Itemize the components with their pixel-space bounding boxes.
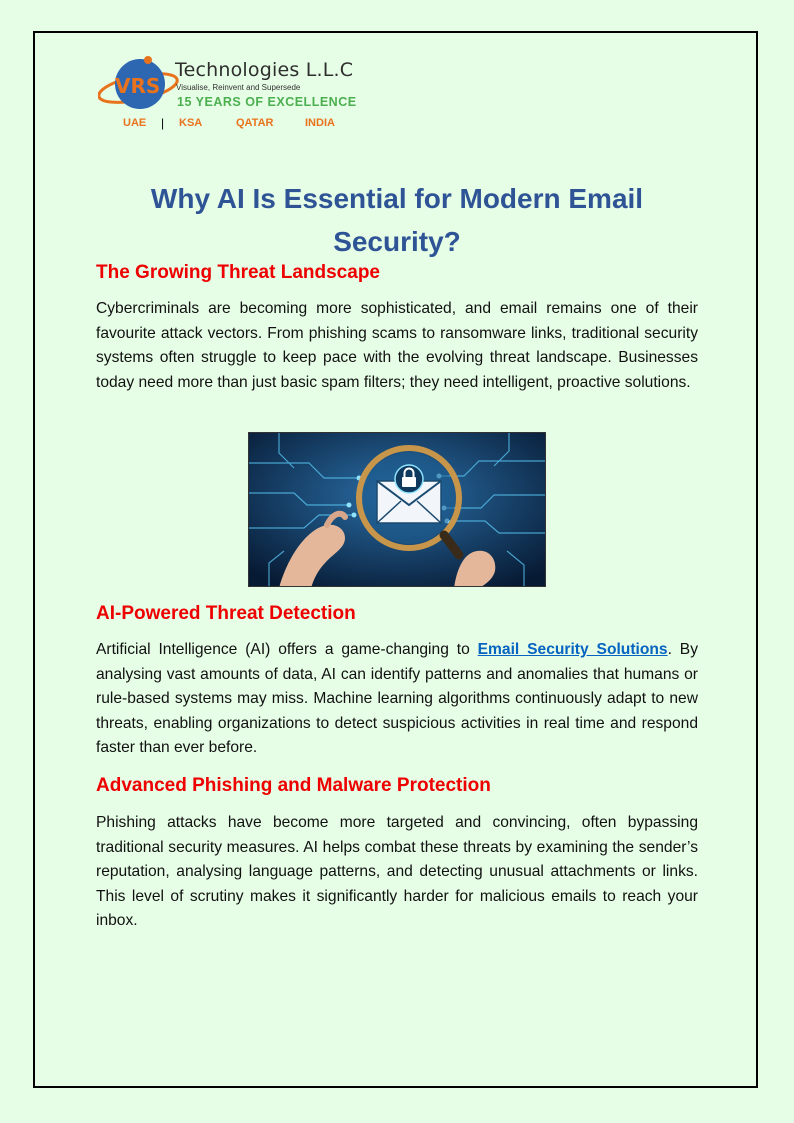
- years-badge: 15 YEARS OF EXCELLENCE: [177, 95, 357, 109]
- logo-mark: VRS: [115, 74, 161, 98]
- ai-detection-text-end: . By analysing vast amounts of data, AI can identify patterns and anomalies that humans or rule-based systems may miss. Machine learning algorithms continuously adapt to new threats, enabling organizations to detect suspicious activities in real time and respond faster than ever before.: [96, 641, 698, 757]
- location-ksa: KSA: [179, 117, 203, 129]
- location-separator: |: [161, 116, 165, 130]
- section-heading-ai-detection: AI-Powered Threat Detection: [96, 603, 356, 624]
- company-tagline: Visualise, Reinvent and Supersede: [176, 83, 301, 92]
- ai-detection-text-start: Artificial Intelligence (AI) offers a game-changing to: [96, 641, 478, 658]
- section-text-threat-landscape: Cybercriminals are becoming more sophisticated, and email remains one of their favourite attack vectors. From phishing scams to ransomware links, traditional security systems often struggle to keep pace with the evolving threat landscape. Businesses today need more than just basic spam filters; they need intelligent, proactive solutions.: [96, 300, 698, 391]
- page-title: Why AI Is Essential for Modern Email Security?: [150, 183, 644, 257]
- location-india: INDIA: [305, 117, 335, 129]
- location-qatar: QATAR: [236, 117, 274, 129]
- location-uae: UAE: [123, 117, 147, 129]
- section-text-ai-detection: [96, 638, 698, 761]
- section-heading-phishing-protection: Advanced Phishing and Malware Protection: [96, 775, 491, 796]
- email-lock-magnifier-icon: [249, 433, 546, 587]
- email-security-solutions-link[interactable]: Email Security Solutions: [477, 641, 668, 658]
- company-name: Technologies L.L.C: [175, 59, 354, 81]
- section-text-phishing-protection: Phishing attacks have become more targeted and convincing, often bypassing traditional security measures. AI helps combat these threats by examining the sender’s reputation, analysing language patterns, and detecting unusual attachments or links. This level of scrutiny makes it significantly harder for malicious emails to reach your inbox.: [96, 814, 698, 930]
- section-heading-threat-landscape: The Growing Threat Landscape: [96, 262, 380, 283]
- email-security-image: [248, 432, 546, 587]
